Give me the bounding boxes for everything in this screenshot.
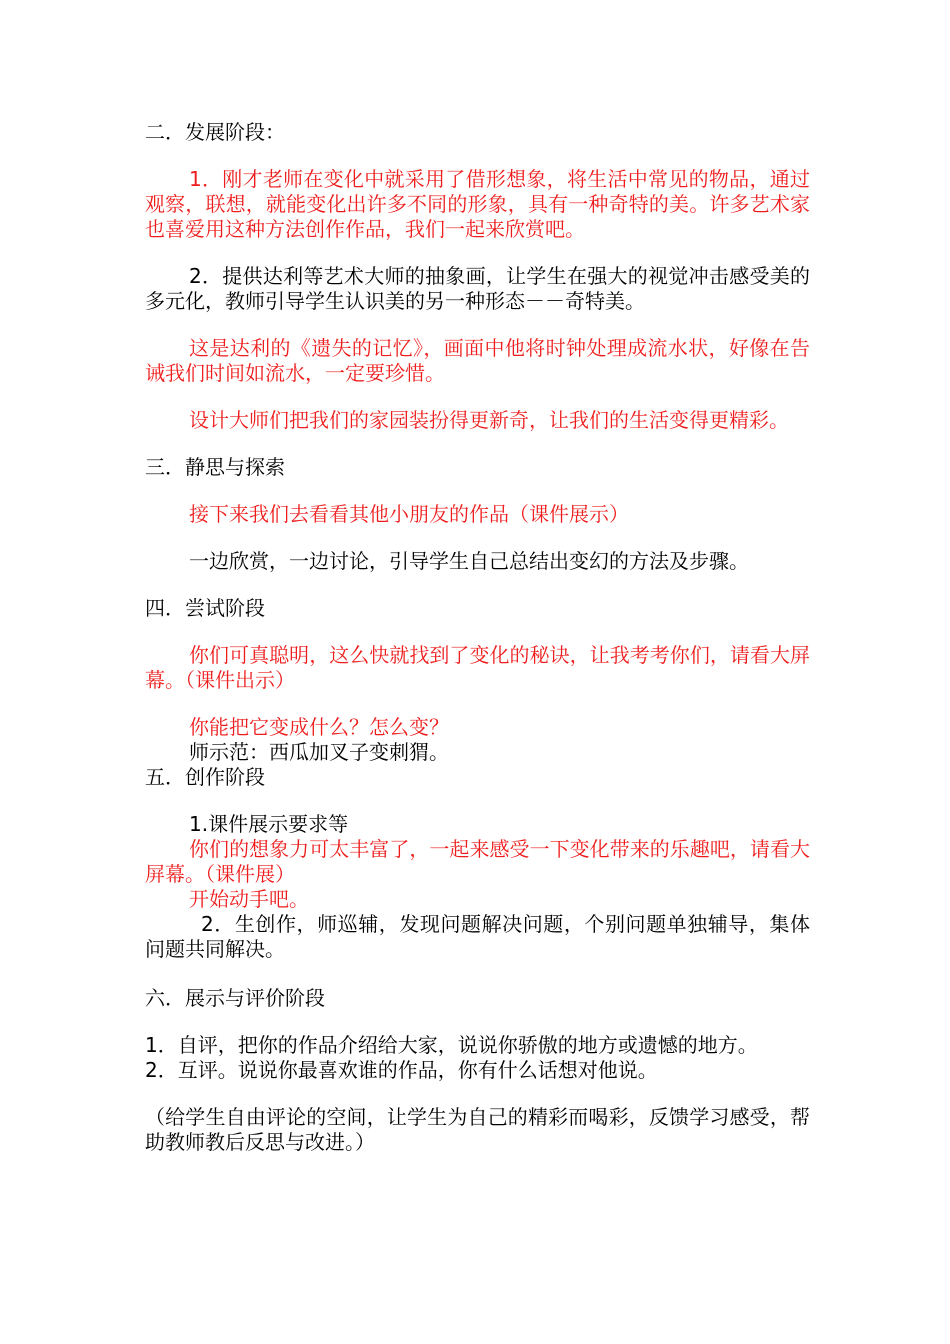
document-page [145, 120, 810, 1155]
paragraph-requirements: 1.课件展示要求等 [189, 812, 349, 836]
paragraph-borrowed-shape: 1．刚才老师在变化中就采用了借形想象，将生活中常见的物品，通过观察，联想，就能变化出许多不同的形象，具有一种奇特的美。许多艺术家也喜爱用这种方法创作作品，我们一起来欣赏吧。 [145, 167, 810, 241]
section-heading-creation: 五．创作阶段 [145, 765, 265, 789]
paragraph-free-comment: （给学生自由评论的空间，让学生为自己的精彩而喝彩，反馈学习感受，帮助教师教后反思与改进。） [145, 1105, 810, 1154]
section-heading-reflection: 三．静思与探索 [145, 455, 285, 479]
paragraph-other-works: 接下来我们去看看其他小朋友的作品（课件展示） [189, 502, 629, 526]
paragraph-lost-memory: 这是达利的《遗失的记忆》，画面中他将时钟处理成流水状，好像在告诫我们时间如流水，一定要珍惜。 [145, 336, 810, 385]
paragraph-discuss-methods: 一边欣赏，一边讨论，引导学生自己总结出变幻的方法及步骤。 [189, 549, 749, 573]
paragraph-imagination: 你们的想象力可太丰富了，一起来感受一下变化带来的乐趣吧，请看大屏幕。（课件展） [145, 837, 810, 886]
paragraph-student-creation: 2．生创作，师巡辅，发现问题解决问题，个别问题单独辅导，集体问题共同解决。 [145, 912, 810, 961]
paragraph-question: 你能把它变成什么？怎么变？ [189, 715, 449, 739]
paragraph-peer-evaluation: 2．互评。说说你最喜欢谁的作品，你有什么话想对他说。 [145, 1058, 658, 1082]
paragraph-start: 开始动手吧。 [189, 887, 309, 911]
section-heading-evaluation: 六．展示与评价阶段 [145, 986, 325, 1010]
paragraph-teacher-demo: 师示范：西瓜加叉子变刺猬。 [189, 740, 449, 764]
paragraph-big-screen: 你们可真聪明，这么快就找到了变化的秘诀，让我考考你们，请看大屏幕。（课件出示） [145, 643, 810, 692]
paragraph-self-evaluation: 1．自评，把你的作品介绍给大家，说说你骄傲的地方或遗憾的地方。 [145, 1033, 758, 1057]
paragraph-dali-abstract: 2．提供达利等艺术大师的抽象画，让学生在强大的视觉冲击感受美的多元化，教师引导学生认识美的另一种形态－－奇特美。 [145, 264, 810, 313]
section-heading-trial: 四．尝试阶段 [145, 596, 265, 620]
section-heading-development: 二．发展阶段： [145, 120, 285, 144]
paragraph-design-masters: 设计大师们把我们的家园装扮得更新奇，让我们的生活变得更精彩。 [189, 408, 789, 432]
